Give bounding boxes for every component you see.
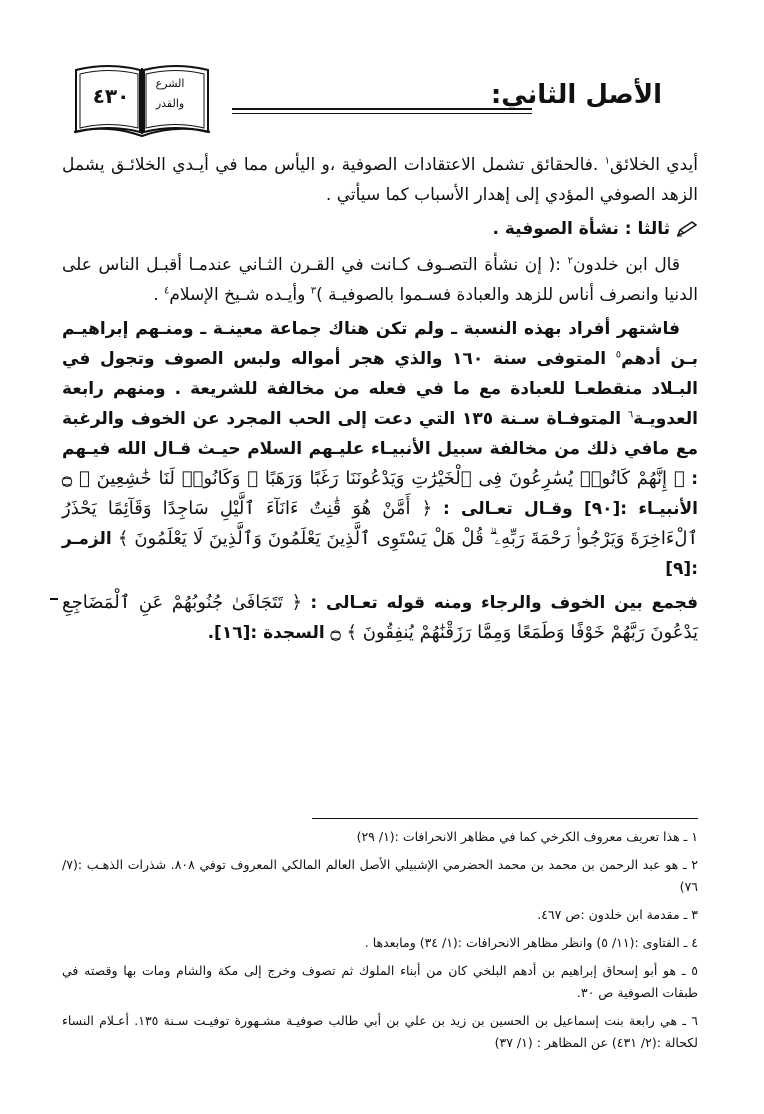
quran-verse: ﴿ أَمَّنْ هُوَ قَٰنِتٌ ءَانَآءَ ٱلَّيْلِ سَاجِدًا وَقَآئِمًا يَحْذَرُ ٱلْءَاخِرَةَ وَيَرْجُوا۟ رَحْمَةَ رَبِّهِۦ ۗ قُلْ هَلْ يَسْتَوِى ٱلَّذِينَ يَعْلَمُونَ وَٱلَّذِينَ لَا يَعْلَمُونَ ﴾ <box>62 498 698 549</box>
heading-text: ثالثا : نشأة الصوفية . <box>492 219 670 239</box>
text-span: فاشتهر أفراد بهذه النسبة ـ ولم تكن هناك جماعة معينـة ـ ومنـهم إبراهيـم بـن أدهم <box>62 319 698 369</box>
book-label-line1: الشرع <box>155 77 185 90</box>
footnote-separator <box>312 818 698 819</box>
footnote-5: ٥ ـ هو أبو إسحاق إبراهيم بن أدهم البلخي كان من أبناء الملوك ثم تصوف وخرج إلى مكة والشام ومات بها وقصته في طبقات الصوفية ص ٣٠. <box>62 963 698 1000</box>
page-header <box>64 62 664 142</box>
footnotes <box>62 826 698 1060</box>
paragraph-2 <box>62 250 698 310</box>
text-span: أيدي الخلائق <box>610 155 698 175</box>
paragraph-4 <box>62 588 698 648</box>
book-label-line2: والقدر <box>155 97 185 110</box>
header-rule <box>232 108 532 114</box>
footnote-ref: ٤ <box>164 285 170 297</box>
verse-reference: الزمـر :[٩] <box>62 529 698 579</box>
main-text <box>62 150 698 652</box>
text-span: :( إن نشأة التصـوف كـانت في القـرن الثـاني عندمـا أقبـل الناس على الدنيا وانصرف أناس للزهد والعبادة فسـموا بالصوفيـة ) <box>62 255 698 305</box>
quran-verse: ﴿ إِنَّهُمْ كَانُوا۟ يُسَٰرِعُونَ فِى ٱلْخَيْرَٰتِ وَيَدْعُونَنَا رَغَبًا وَرَهَبًا ۖ وَكَانُوا۟ لَنَا خَٰشِعِينَ ﴾ <box>79 468 685 489</box>
footnote-ref: ٦ <box>627 409 634 421</box>
page-number: ٤٣٠ <box>92 84 130 108</box>
footnote-ref: ٥ <box>615 349 622 361</box>
footnote-ref: ١ <box>604 155 611 167</box>
verse-reference: ۝ الأنبيـاء :[٩٠] وقـال تعـالى : <box>62 469 698 519</box>
footnote-2: ٢ ـ هو عبد الرحمن بن محمد بن محمد الحضرمي الإشبيلي الأصل العالم المالكي المعروف توفي ٨٠٨. شذرات الذهـب :(٧/ ٧٦) <box>62 857 698 894</box>
footnote-ref: ٢ <box>567 255 573 267</box>
text-span: فجمع بين الخوف والرجاء ومنه قوله تعـالى : <box>310 593 698 613</box>
text-span: . <box>153 285 165 305</box>
margin-mark <box>50 598 58 600</box>
pen-icon <box>676 221 698 237</box>
quran-verse: ﴿ تَتَجَافَىٰ جُنُوبُهُمْ عَنِ ٱلْمَضَاجِعِ يَدْعُونَ رَبَّهُمْ خَوْفًا وَطَمَعًا وَمِمَّا رَزَقْنَٰهُمْ يُنفِقُونَ ﴾ <box>62 592 698 643</box>
text-span: وأيـده شـيخ الإسلام <box>169 285 311 305</box>
verse-reference: ۝ السجدة :[١٦]. <box>207 623 347 643</box>
section-heading <box>62 214 698 244</box>
text-span: المتوفى سنة ١٦٠ والذي هجر أمواله ولبس الصوف وتجول في البـلاد منقطعـا للعبادة مع ما في فعله من مخالفة للشريعة . ومنهم رابعة العدويـة <box>62 349 698 429</box>
book-section-label <box>142 74 198 114</box>
text-span: المتوفـاة سـنة ١٣٥ التي دعت إلى الحب المجرد عن الخوف والرغبة مع مافي ذلك من مخالفة سبيل الأنبيـاء عليـهم السلام حيـث قـال الله فيـهم : <box>62 409 699 489</box>
footnote-4: ٤ ـ الفتاوى :(١١/ ٥) وانظر مظاهر الانحرافات :(١/ ٣٤) ومابعدها . <box>364 935 698 950</box>
text-span: يشمل الزهد الصوفي المؤدي إلى إهدار الأسباب كما سيأتي . <box>62 155 698 205</box>
footnote-3: ٣ ـ مقدمة ابن خلدون :ص ٤٦٧. <box>537 907 698 922</box>
paragraph-3 <box>62 314 698 584</box>
footnote-6: ٦ ـ هي رابعة بنت إسماعيل بن الحسين بن زيد بن علي بن أبي طالب صوفيـة مشـهورة توفيـت سـنة ١٣٥. أعـلام النساء لكحالة :(٢/ ٤٣١) عن المظاهر : (١/ ٣٧) <box>62 1013 698 1050</box>
chapter-title: الأصل الثاني: <box>490 80 662 110</box>
paragraph-1 <box>62 150 698 210</box>
text-span: قال ابن خلدون <box>572 255 680 275</box>
footnote-ref: ٣ <box>310 285 317 297</box>
text-span: .فالحقائق تشمل الاعتقادات الصوفية ،و اليأس مما في أيـدي الخلائـق <box>110 155 605 175</box>
footnote-1: ١ ـ هذا تعريف معروف الكرخي كما في مظاهر الانحرافات :(١/ ٢٩) <box>356 829 698 844</box>
